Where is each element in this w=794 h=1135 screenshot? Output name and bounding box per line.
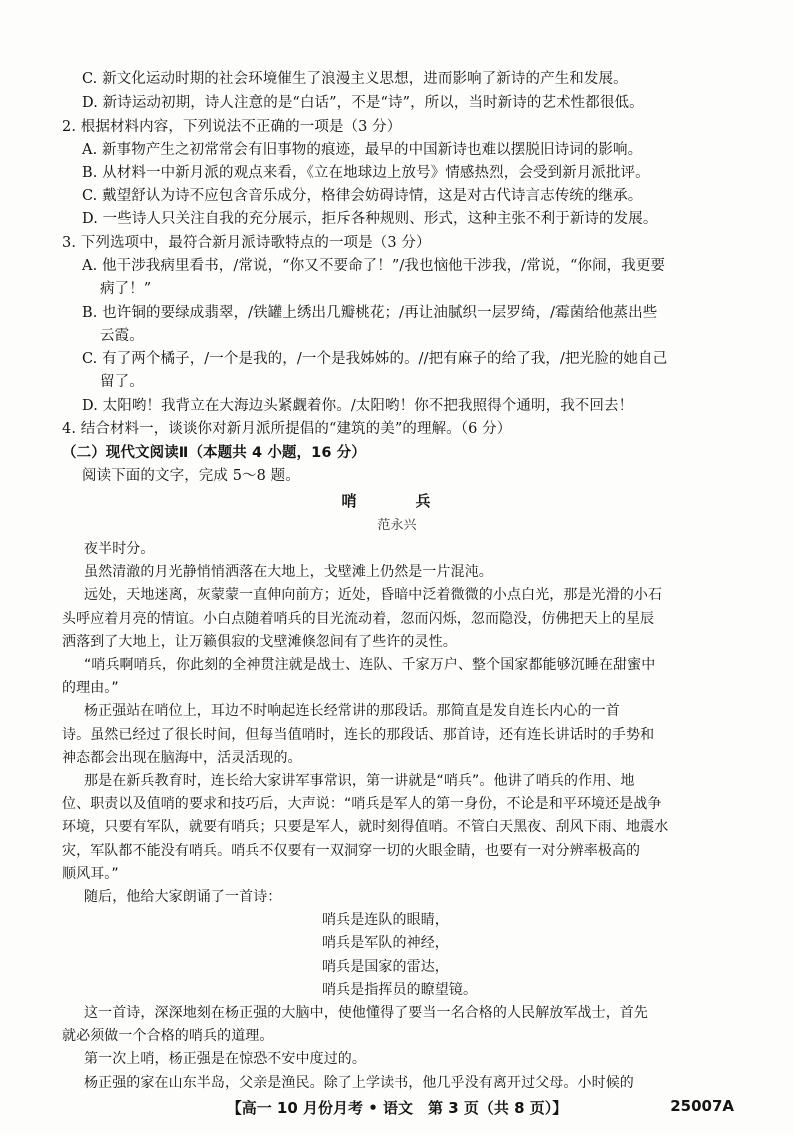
article-line: 顺风耳。” <box>62 865 119 882</box>
article-line: 洒落到了大地上，让万籁俱寂的戈壁滩倏忽间有了些许的灵性。 <box>62 633 457 650</box>
option-b-q3: B. 也许铜的要绿成翡翠，/铁罐上绣出几瓣桃花；/再让油腻织一层罗绮，/霉菌给他蒸出些 <box>82 305 658 321</box>
article-line: 虽然清澈的月光静悄悄洒落在大地上，戈壁滩上仍然是一片混沌。 <box>84 564 493 581</box>
article-line: 就必须做一个合格的哨兵的道理。 <box>62 1028 274 1045</box>
option-a-q2: A. 新事物产生之初常常会有旧事物的痕迹，最早的中国新诗也难以摆脱旧诗词的影响。 <box>82 142 643 158</box>
article-line: 头呼应着月亮的情谊。小白点随着哨兵的目光流动着，忽而闪烁，忽而隐没，仿佛把天上的星辰 <box>62 610 655 627</box>
article-line: 神态都会出现在脑海中，活灵活现的。 <box>62 749 302 766</box>
article-line: “哨兵啊哨兵，你此刻的全神贯注就是战士、连队、千家万户、整个国家都能够沉睡在甜蜜中 <box>84 657 656 673</box>
page-footer: 【高一 10 月份月考 • 语文 第 3 页（共 8 页）】 <box>226 1099 568 1117</box>
poem-line: 哨兵是连队的眼睛， <box>322 912 449 929</box>
article-line: 第一次上哨，杨正强是在惊恐不安中度过的。 <box>84 1051 366 1068</box>
article-line: 位、职责以及值哨的要求和技巧后，大声说：“哨兵是军人的第一身份，不论是和平环境还是战争 <box>62 796 662 813</box>
option-d-q3: D. 太阳哟！我背立在大海边头紧觑着你。/太阳哟！你不把我照得个通明，我不回去！ <box>82 398 634 414</box>
poem-line: 哨兵是指挥员的瞭望镜。 <box>322 981 478 998</box>
article-line: 那是在新兵教育时，连长给大家讲军事常识，第一讲就是“哨兵”。他讲了哨兵的作用、地 <box>84 773 635 789</box>
option-c-q2: C. 戴望舒认为诗不应包含音乐成分，格律会妨碍诗情，这是对古代诗言志传统的继承。 <box>82 188 643 204</box>
option-c-q3-cont: 留了。 <box>100 374 144 390</box>
paper-code: 25007A <box>670 1097 734 1115</box>
poem-line: 哨兵是军队的神经， <box>322 935 449 952</box>
article-line: 杨正强站在哨位上，耳边不时响起连长经常讲的那段话。那简直是发自连长内心的一首 <box>84 703 620 720</box>
option-c-q3: C. 有了两个橘子，/一个是我的，/一个是我姊姊的。//把有麻子的给了我，/把光脸的她自己 <box>82 351 668 367</box>
option-d-q2: D. 一些诗人只关注自我的充分展示，拒斥各种规则、形式，这种主张不利于新诗的发展。 <box>82 211 658 227</box>
option-a-q3-cont: 病了！” <box>100 281 152 297</box>
article-line: 杨正强的家在山东半岛，父亲是渔民。除了上学读书，他几乎没有离开过父母。小时候的 <box>84 1074 634 1091</box>
question-3: 3. 下列选项中，最符合新月派诗歌特点的一项是（3 分） <box>62 235 431 251</box>
article-title: 哨 兵 <box>341 492 453 510</box>
article-author: 范永兴 <box>377 518 417 533</box>
option-b-q2: B. 从材料一中新月派的观点来看，《立在地球边上放号》情感热烈，会受到新月派批评。 <box>82 165 650 181</box>
option-c-q1: C. 新文化运动时期的社会环境催生了浪漫主义思想，进而影响了新诗的产生和发展。 <box>82 71 628 87</box>
section-heading: （二）现代文阅读Ⅱ（本题共 4 小题，16 分） <box>62 445 366 461</box>
article-line: 远处，天地迷离，灰蒙蒙一直伸向前方；近处，昏暗中泛着微微的小点白光，那是光滑的小石 <box>84 587 663 604</box>
question-2: 2. 根据材料内容，下列说法不正确的一项是（3 分） <box>62 119 402 135</box>
reading-instruction: 阅读下面的文字，完成 5～8 题。 <box>82 468 300 484</box>
article-line: 环境，只要有军队，就要有哨兵；只要是军人，就时刻得值哨。不管白天黑夜、刮风下雨、地震水 <box>62 819 669 836</box>
article-line: 灾，军队都不能没有哨兵。哨兵不仅要有一双洞穿一切的火眼金睛，也要有一对分辨率极高的 <box>62 842 641 859</box>
option-d-q1: D. 新诗运动初期，诗人注意的是“白话”，不是“诗”，所以，当时新诗的艺术性都很低。 <box>82 95 644 111</box>
poem-line: 哨兵是国家的雷达， <box>322 958 449 975</box>
question-4: 4. 结合材料一，谈谈你对新月派所提倡的“建筑的美”的理解。（6 分） <box>62 421 512 437</box>
article-line: 这一首诗，深深地刻在杨正强的大脑中，使他懂得了要当一名合格的人民解放军战士，首先 <box>84 1005 648 1021</box>
article-line: 诗。虽然已经过了很长时间，但每当值哨时，连长的那段话、那首诗，还有连长讲话时的手势和 <box>62 726 655 743</box>
article-line: 的理由。” <box>62 680 119 697</box>
article-line: 夜半时分。 <box>84 541 155 557</box>
option-a-q3: A. 他干涉我病里看书，/常说，“你又不要命了！”/我也恼他干涉我，/常说，“你闹，我更要 <box>82 258 666 274</box>
article-line: 随后，他给大家朗诵了一首诗： <box>84 889 282 905</box>
option-b-q3-cont: 云霞。 <box>100 328 144 344</box>
